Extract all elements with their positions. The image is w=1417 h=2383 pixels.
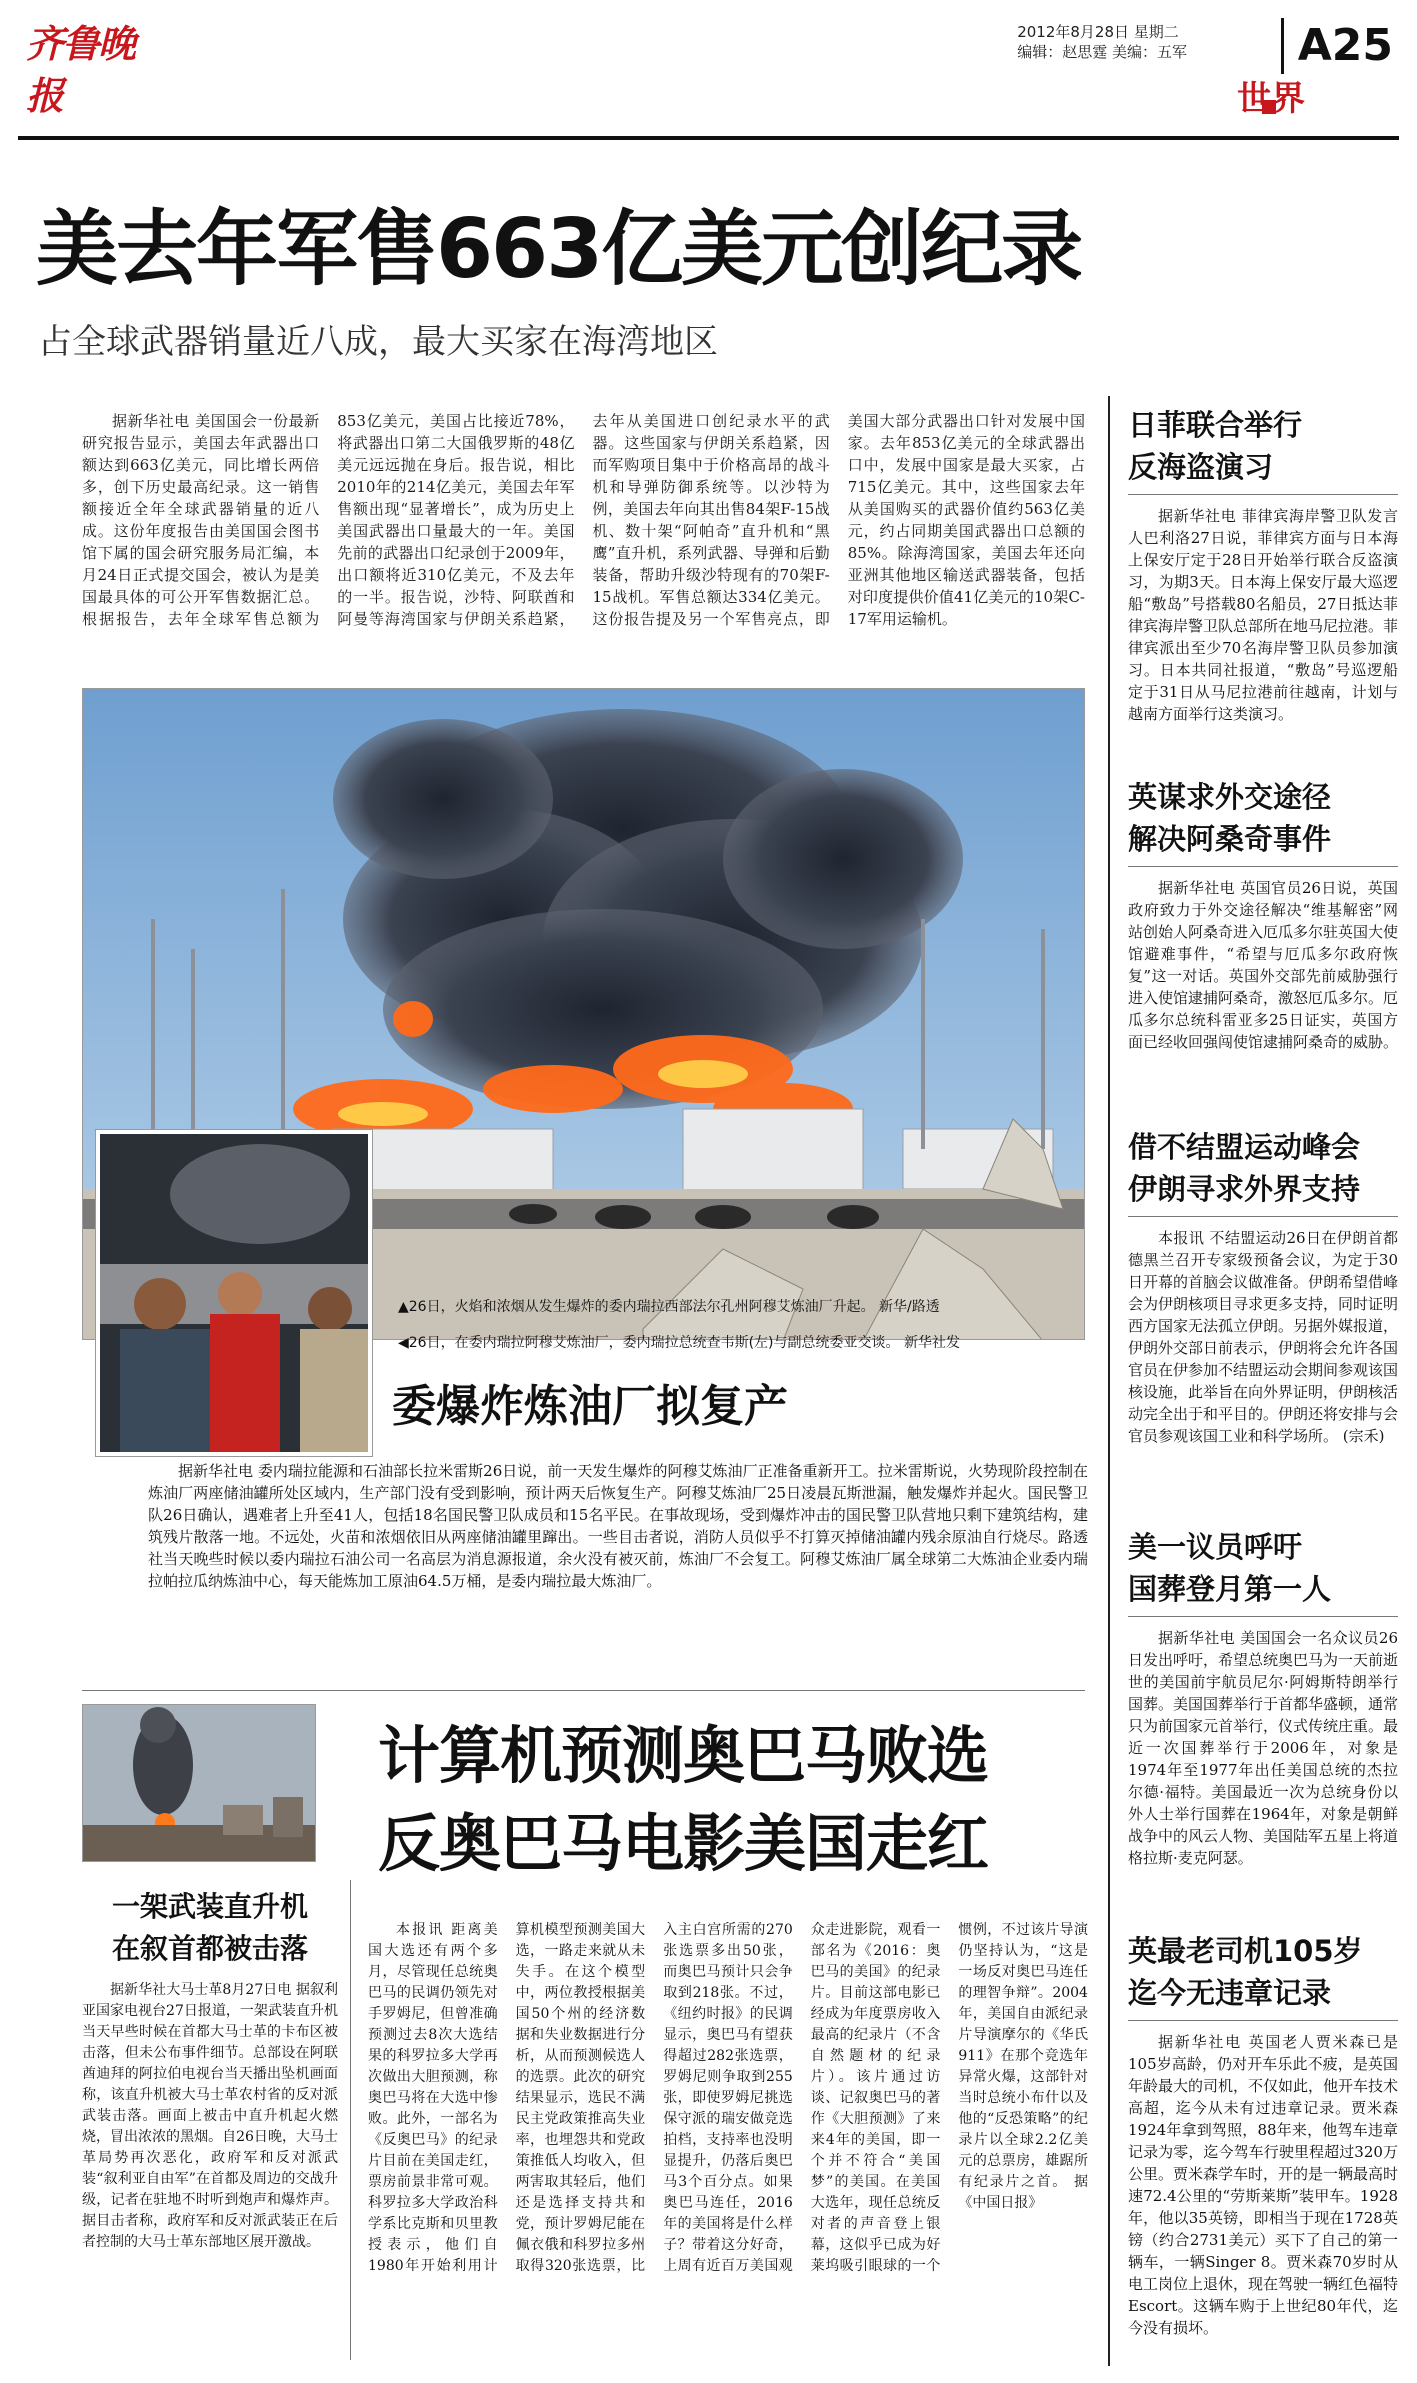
brief-text: 本报讯 不结盟运动26日在伊朗首都德黑兰召开专家级预备会议，为定于30日开幕的首脑会议做准备。伊朗希望借峰会为伊朗核项目寻求更多支持，同时证明西方国家无法孤立伊朗。另据外媒报道，伊朗外交部日前表示，伊朗将会允许各国官员在伊参加不结盟运动会期间参观该国核设施，此举旨在向外界证明，伊朗核活动完全出于和平目的。伊朗还将安排与会官员参观该国工业和科学场所。 (宗禾) (1128, 1229, 1398, 1445)
page-number: A25 (1281, 18, 1393, 74)
inset-photo-caption: ◀26日，在委内瑞拉阿穆艾炼油厂，委内瑞拉总统查韦斯(左)与副总统委亚交谈。 新华社发 (398, 1335, 960, 1351)
brief-text: 据新华社电 美国国会一名众议员26日发出呼吁，希望总统奥巴马为一天前逝世的美国前宇航员尼尔·阿姆斯特朗举行国葬。美国国葬举行于首都华盛顿，通常只为前国家元首举行，仪式传统庄重。最近一次国葬举行于2006年，对象是1974年至1977年出任美国总统的杰拉尔德·福特。美国最近一次为总统身份以外人士举行国葬在1964年，对象是朝鲜战争中的风云人物、美国陆军五星上将道格拉斯·麦克阿瑟。 (1128, 1629, 1398, 1867)
obama-headline-line1: 计算机预测奥巴马败选 (378, 1719, 989, 1792)
main-photo-caption: ▲26日，火焰和浓烟从发生爆炸的委内瑞拉西部法尔孔州阿穆艾炼油厂升起。 新华/路透 (398, 1299, 940, 1315)
lead-headline: 美去年军售663亿美元创纪录 (36, 202, 1082, 297)
lead-body-text: 据新华社电 美国国会一份最新研究报告显示，美国去年武器出口额达到663亿美元，同比增长两倍多，创下历史最高纪录。这一销售额接近全年全球武器销量的近八成。这份年度报告由美国国会图书馆下属的国会研究服务局汇编，本月24日正式提交国会，被认为是美国最具体的可公开军售数据汇总。根据报告，去年全球军售总额为853亿美元，美国占比接近78%，将武器出口第二大国俄罗斯的48亿美元远远抛在身后。报告说，相比2010年的214亿美元，美国去年军售额出现“显著增长”，成为历史上美国武器出口量最大的一年。美国先前的武器出口纪录创于2009年，出口额将近310亿美元，不及去年的一半。报告说，沙特、阿联酋和阿曼等海湾国家与伊朗关系趋紧，去年从美国进口创纪录水平的武器。这些国家与伊朗关系趋紧，因而军购项目集中于价格高昂的战斗机和导弹防御系统等。以沙特为例，美国去年向其出售84架F-15战机、数十架“阿帕奇”直升机和“黑鹰”直升机，系列武器、导弹和后勤装备，帮助升级沙特现有的70架F-15战机。军售总额达334亿美元。这份报告提及另一个军售亮点，即美国大部分武器出口针对发展中国家。去年853亿美元的全球武器出口中，发展中国家是最大买家，占715亿美元。其中，这些国家去年从美国购买的武器价值约563亿美元，约占同期美国武器出口总额的85%。除海湾国家，美国去年还向亚洲其他地区输送武器装备，包括对印度提供价值41亿美元的10架C-17军用运输机。 (82, 412, 1085, 628)
brief-title (1128, 1526, 1398, 1610)
brief-title-line2: 迄今无违章记录 (1128, 1976, 1332, 2010)
brief-rule (1128, 1216, 1398, 1217)
helicopter-photo (82, 1704, 316, 1862)
brief-body (1128, 1627, 1398, 1869)
syria-story-headline (82, 1886, 338, 1970)
brief-rule (1128, 494, 1398, 495)
syria-headline-line1: 一架武装直升机 (111, 1890, 308, 1923)
obama-story-body (368, 1920, 1088, 2364)
issue-meta (1017, 22, 1187, 62)
brief-body (1128, 877, 1398, 1053)
syria-story-text: 据新华社大马士革8月27日电 据叙利亚国家电视台27日报道，一架武装直升机当天早些时候在首都大马士革的卡布区被击落，但未公布事件细节。总部设在阿联酋迪拜的阿拉伯电视台当天播出坠机画面称，该直升机被大马士革农村省的反对派武装击落。画面上被击中直升机起火燃烧，冒出浓浓的黑烟。自26日晚，大马士革局势再次恶化，政府军和反对派武装“叙利亚自由军”在首都及周边的交战升级，记者在驻地不时听到炮声和爆炸声。据目击者称，政府军和反对派武装正在后者控制的大马士革东部地区展开激战。 (82, 1982, 338, 2250)
brief-body (1128, 1227, 1398, 1447)
brief-rule (1128, 866, 1398, 867)
brief-text: 据新华社电 英国官员26日说，英国政府致力于外交途径解决“维基解密”网站创始人阿桑奇进入厄瓜多尔驻英国大使馆避难事件，“希望与厄瓜多尔政府恢复”这一对话。英国外交部先前威胁强行进入使馆逮捕阿桑奇，激怒厄瓜多尔。厄瓜多尔总统科雷亚多25日证实，英国方面已经收回强闯使馆逮捕阿桑奇的威胁。 (1128, 879, 1398, 1051)
brief-title (1128, 1930, 1398, 2014)
brief-text: 据新华社电 菲律宾海岸警卫队发言人巴利洛27日说，菲律宾方面与日本海上保安厅定于28日开始举行联合反盗演习，为期3天。日本海上保安厅最大巡逻船“敷岛”号搭载80名船员，27日抵达菲律宾海岸警卫队总部所在地马尼拉港。菲律宾派出至少70名海岸警卫队员参加演习。日本共同社报道，“敷岛”号巡逻船定于31日从马尼拉港前往越南，计划与越南方面举行这类演习。 (1128, 507, 1398, 723)
obama-story-text: 本报讯 距离美国大选还有两个多月，尽管现任总统奥巴马的民调仍领先对手罗姆尼，但曾准确预测过去8次大选结果的科罗拉多大学再次做出大胆预测，称奥巴马将在大选中惨败。此外，一部名为《反奥巴马》的纪录片目前在美国走红，票房前景非常可观。科罗拉多大学政治科学系比克斯和贝里教授表示，他们自1980年开始利用计算机模型预测美国大选，一路走来就从未失手。在这个模型中，两位教授根据美国50个州的经济数据和失业数据进行分析，从而预测候选人的选票。此次的研究结果显示，选民不满民主党政策推高失业率，也埋怨共和党政策推低人均收入，但两害取其轻后，他们还是选择支持共和党，预计罗姆尼能在佩衣俄和科罗拉多州取得320张选票，比入主白宫所需的270张选票多出50张，而奥巴马预计只会争取到218张。不过，《纽约时报》的民调显示，奥巴马有望获得超过282张选票，罗姆尼则争取到255张，即使罗姆尼挑选保守派的瑞安做竞选拍档，支持率也没明显提升，仍落后奥巴马3个百分点。如果奥巴马连任，2016年的美国将是什么样子？带着这分好奇，上周有近百万美国观众走进影院，观看一部名为《2016：奥巴马的美国》的纪录片。目前这部电影已经成为年度票房收入最高的纪录片（不含自然题材的纪录片）。该片通过访谈、记叙奥巴马的著作《大胆预测》了来来4年的美国，即一个并不符合“美国梦”的美国。在美国大选年，现任总统反对者的声音登上银幕，这似乎已成为好莱坞吸引眼球的一个惯例，不过该片导演仍坚持认为，“这是一场反对奥巴马连任的理智争辩”。2004年，美国自由派纪录片导演摩尔的《华氏911》在那个竞选年异常火爆，这部针对当时总统小布什以及他的“反恐策略”的纪录片以全球2.2亿美元的总票房，雄踞所有纪录片之首。 据《中国日报》 (368, 1922, 1088, 2274)
brief-item (1128, 1526, 1398, 1916)
section-divider (82, 1690, 1085, 1691)
obama-headline-line2: 反奥巴马电影美国走红 (378, 1807, 989, 1880)
brief-title-line2: 反海盗演习 (1128, 450, 1274, 484)
brief-text: 据新华社电 英国老人贾米森已是105岁高龄，仍对开车乐此不疲，是英国年龄最大的司机，不仅如此，他开车技术高超，迄今从未有过违章记录。贾米森1924年拿到驾照，88年来，他驾车违章记录为零，迄今驾车行驶里程超过320万公里。贾米森学车时，开的是一辆最高时速72.4公里的“劳斯莱斯”装甲车。1928年，他以35英镑，即相当于现在1728英镑（约合2731美元）买下了自己的第一辆车，一辆Singer 8。贾米森70岁时从电工岗位上退休，现在驾驶一辆红色福特Escort。这辆车购于上世纪80年代，迄今没有损坏。 (1128, 2033, 1398, 2337)
syria-headline-line2: 在叙首都被击落 (111, 1932, 308, 1965)
lead-body (82, 410, 1085, 672)
brief-rule (1128, 2020, 1398, 2021)
brief-body (1128, 505, 1398, 725)
brief-title-line2: 伊朗寻求外界支持 (1128, 1172, 1361, 1206)
newspaper-logo: 齐鲁晚报 (26, 21, 135, 118)
news-brief-sidebar (1128, 404, 1398, 2364)
brief-title-line1: 英谋求外交途径 (1128, 780, 1332, 814)
header-divider (18, 136, 1399, 140)
chavez-inset-photo (96, 1130, 372, 1456)
sidebar-divider (1108, 396, 1110, 2366)
brief-item (1128, 776, 1398, 1112)
brief-body (1128, 2031, 1398, 2339)
editors-credit: 编辑：赵思霆 美编：五军 (1017, 43, 1187, 61)
helicopter-smoke-illustration (83, 1705, 316, 1862)
brief-item (1128, 1126, 1398, 1512)
refinery-story-headline: 委爆炸炼油厂拟复产 (392, 1381, 788, 1432)
brief-item (1128, 404, 1398, 762)
refinery-story-body (148, 1460, 1088, 1670)
brief-item (1128, 1930, 1398, 2360)
brief-title-line1: 英最老司机105岁 (1128, 1934, 1363, 1968)
lead-subhead: 占全球武器销量近八成，最大买家在海湾地区 (38, 322, 718, 362)
brief-title-line2: 国葬登月第一人 (1128, 1572, 1332, 1606)
brief-title-line1: 日菲联合举行 (1128, 408, 1303, 442)
brief-title-line1: 美一议员呼吁 (1128, 1530, 1303, 1564)
syria-story-body (82, 1980, 338, 2360)
brief-title-line1: 借不结盟运动峰会 (1128, 1130, 1361, 1164)
brief-title (1128, 404, 1398, 488)
chavez-inset-illustration (100, 1134, 368, 1452)
section-label: 世界 (1237, 79, 1305, 119)
brief-title (1128, 776, 1398, 860)
brief-title (1128, 1126, 1398, 1210)
refinery-story-text: 据新华社电 委内瑞拉能源和石油部长拉米雷斯26日说，前一天发生爆炸的阿穆艾炼油厂正准备重新开工。拉米雷斯说，火势现阶段控制在炼油厂两座储油罐所处区域内，生产部门没有受到影响，预计两天后恢复生产。阿穆艾炼油厂25日凌晨瓦斯泄漏，触发爆炸并起火。国民警卫队26日确认，遇难者上升至41人，包括18名国民警卫队成员和15名平民。在事故现场，受到爆炸冲击的国民警卫队营地只剩下建筑结构，建筑残片散落一地。不远处，火苗和浓烟依旧从两座储油罐里蹿出。一些目击者说，消防人员似乎不打算灭掉储油罐内残余原油自行烧尽。路透社当天晚些时候以委内瑞拉石油公司一名高层为消息源报道，余火没有被灭前，炼油厂不会复工。阿穆艾炼油厂属全球第二大炼油企业委内瑞拉帕拉瓜纳炼油中心，每天能炼加工原油64.5万桶，是委内瑞拉最大炼油厂。 (148, 1462, 1088, 1590)
brief-rule (1128, 1616, 1398, 1617)
obama-story-headline (378, 1712, 1098, 1888)
issue-date: 2012年8月28日 星期二 (1017, 23, 1179, 41)
column-divider (350, 1880, 351, 2360)
brief-title-line2: 解决阿桑奇事件 (1128, 822, 1332, 856)
